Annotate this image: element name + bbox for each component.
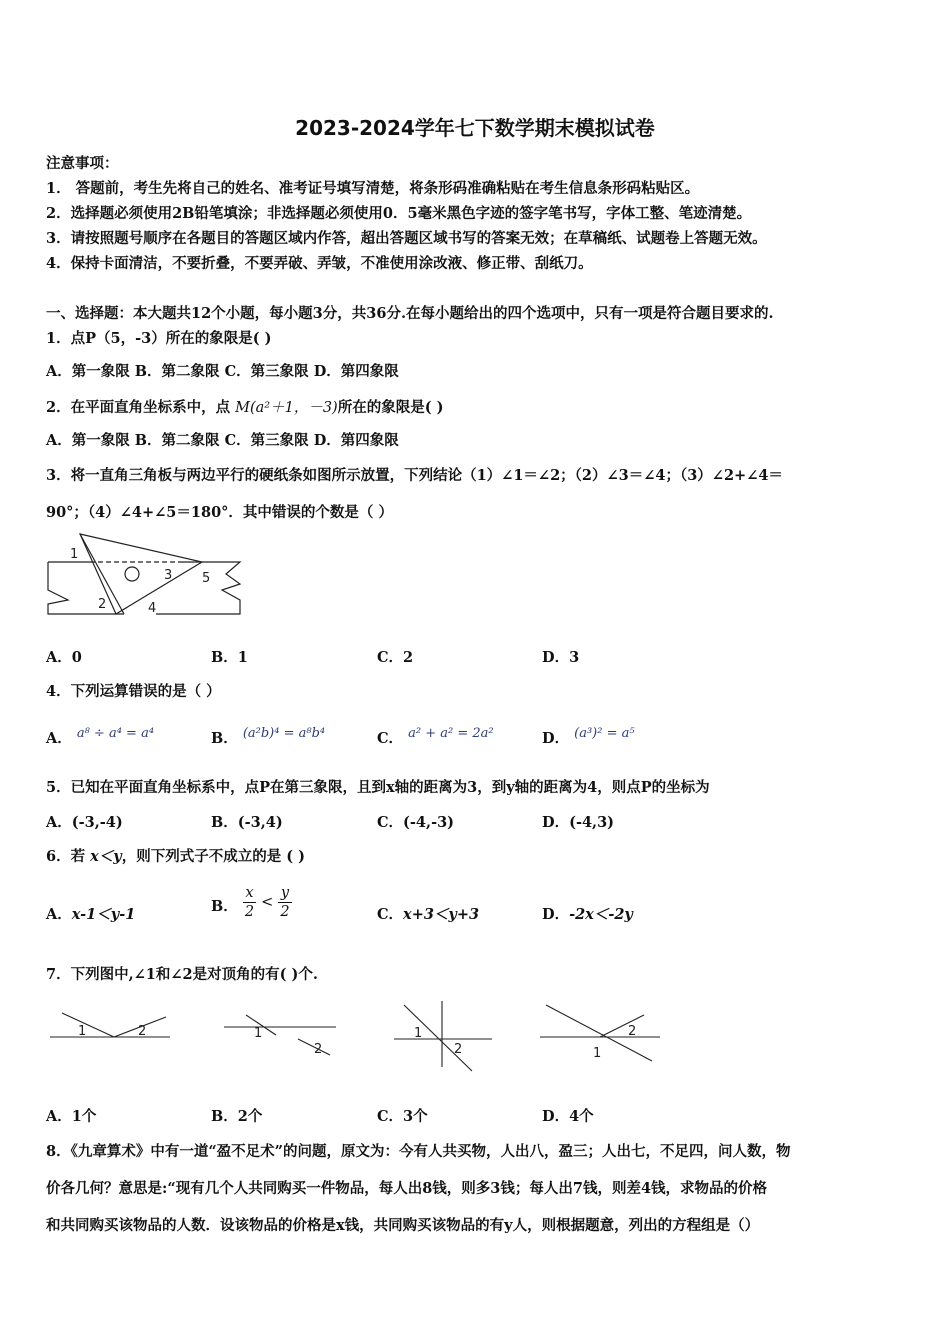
q8-line3: 和共同购买该物品的人数．设该物品的价格是x钱，共同购买该物品的有y人，则根据题意，列出的方程组是（） — [46, 1217, 760, 1234]
q3-stem-line1: 3．将一直角三角板与两边平行的硬纸条如图所示放置，下列结论（1）∠1＝∠2；（2）∠3＝∠4；（3）∠2+∠4＝ — [46, 467, 783, 484]
fig1-angle-1: 1 — [78, 1024, 87, 1039]
q6-option-a[interactable]: A．x-1＜y-1 — [46, 906, 136, 923]
angle-label-2: 2 — [98, 597, 107, 612]
q5-option-a[interactable]: A．(-3,-4) — [46, 814, 123, 831]
q6-option-b[interactable]: B． $\frac{x}{2}$ < $\frac{y}{2}$ — [211, 885, 290, 920]
q3-option-b[interactable]: B．1 — [211, 649, 248, 666]
notes-heading: 注意事项： — [46, 155, 119, 172]
q8-line2: 价各几何？意思是:“现有几个人共同购买一件物品，每人出8钱，则多3钱；每人出7钱，则差4钱，求物品的价格 — [46, 1180, 768, 1197]
paper-strip-outline — [48, 562, 240, 614]
triangle-hole — [125, 567, 139, 581]
q4-stem: 4．下列运算错误的是（ ） — [46, 683, 221, 700]
note-item: 4．保持卡面清洁，不要折叠，不要弄破、弄皱，不准使用涂改液、修正带、刮纸刀。 — [46, 255, 593, 272]
fig4-angle-2: 2 — [628, 1024, 637, 1039]
fig4-diagonal-2 — [600, 1015, 644, 1037]
q3-option-a[interactable]: A．0 — [46, 649, 82, 666]
fig2-angle-1: 1 — [254, 1026, 263, 1041]
q2-stem-math: M(a²＋1，－3) — [235, 400, 338, 416]
q7-option-b[interactable]: B．2个 — [211, 1108, 263, 1125]
q1-stem: 1．点P（5，-3）所在的象限是( ) — [46, 330, 272, 347]
q5-option-c[interactable]: C．(-4,-3) — [377, 814, 455, 831]
fig3-angle-2: 2 — [454, 1042, 463, 1057]
angle-label-1: 1 — [70, 547, 79, 562]
q4-option-d[interactable]: D． (a³)² = a⁵ — [542, 726, 635, 747]
q6-stem: 6．若 x＜y，则下列式子不成立的是 ( ) — [46, 848, 306, 865]
q6-option-c[interactable]: C．x+3＜y+3 — [377, 906, 480, 923]
fig4-angle-1: 1 — [593, 1046, 602, 1061]
q4-option-a[interactable]: A． a⁸ ÷ a⁴ = a⁴ — [46, 726, 155, 747]
angle-label-5: 5 — [202, 571, 211, 586]
q2-stem — [46, 396, 444, 417]
angle-label-3: 3 — [164, 568, 173, 583]
angle-label-4: 4 — [148, 601, 157, 616]
q3-stem-line2: 90°；（4）∠4+∠5＝180°．其中错误的个数是（ ） — [46, 504, 393, 521]
q8-line1: 8．《九章算术》中有一道“盈不足术”的问题，原文为：今有人共买物，人出八，盈三；人出七，不足四，问人数，物 — [46, 1143, 791, 1160]
q7-option-c[interactable]: C．3个 — [377, 1108, 428, 1125]
q2-stem-post: 所在的象限是( ) — [337, 399, 444, 416]
section-heading: 一、选择题：本大题共12个小题，每小题3分，共36分.在每小题给出的四个选项中，只有一项是符合题目要求的. — [46, 305, 774, 322]
q7-option-d[interactable]: D．4个 — [542, 1108, 594, 1125]
q7-option-a[interactable]: A．1个 — [46, 1108, 97, 1125]
q5-stem: 5．已知在平面直角坐标系中，点P在第三象限，且到x轴的距离为3，到y轴的距离为4，则点P的坐标为 — [46, 779, 710, 796]
fraction-x-over-2: $\frac{x}{2}$ — [244, 885, 255, 920]
fig2-angle-2: 2 — [314, 1042, 323, 1057]
note-item: 2．选择题必须使用2B铅笔填涂；非选择题必须使用0．5毫米黑色字迹的签字笔书写，字体工整、笔迹清楚。 — [46, 205, 752, 222]
note-item: 3．请按照题号顺序在各题目的答题区域内作答，超出答题区域书写的答案无效；在草稿纸、试题卷上答题无效。 — [46, 230, 767, 247]
q4-option-c[interactable]: C． a² + a² = 2a² — [377, 726, 494, 747]
fig1-angle-2: 2 — [138, 1024, 147, 1039]
q5-option-d[interactable]: D．(-4,3) — [542, 814, 615, 831]
q3-option-d[interactable]: D．3 — [542, 649, 580, 666]
q2-stem-pre: 2．在平面直角坐标系中，点 — [46, 399, 236, 416]
q4-option-b[interactable]: B． (a²b)⁴ = a⁸b⁴ — [211, 726, 326, 747]
q6-option-d[interactable]: D．-2x＜-2y — [542, 906, 633, 923]
fraction-y-over-2: $\frac{y}{2}$ — [280, 885, 290, 920]
fig1-ray-left — [62, 1013, 114, 1037]
q3-option-c[interactable]: C．2 — [377, 649, 414, 666]
q3-figure — [44, 530, 254, 620]
q5-option-b[interactable]: B．(-3,4) — [211, 814, 283, 831]
fig3-angle-1: 1 — [414, 1026, 423, 1041]
note-item: 1． 答题前，考生先将自己的姓名、准考证号填写清楚，将条形码准确粘贴在考生信息条形码粘贴区。 — [46, 180, 700, 197]
q7-figures — [40, 995, 680, 1075]
q7-stem: 7．下列图中,∠1和∠2是对顶角的有( )个. — [46, 966, 318, 983]
page-title: 2023-2024学年七下数学期末模拟试卷 — [295, 116, 655, 140]
q1-options: A．第一象限 B．第二象限 C．第三象限 D．第四象限 — [46, 363, 399, 380]
q2-options: A．第一象限 B．第二象限 C．第三象限 D．第四象限 — [46, 432, 399, 449]
